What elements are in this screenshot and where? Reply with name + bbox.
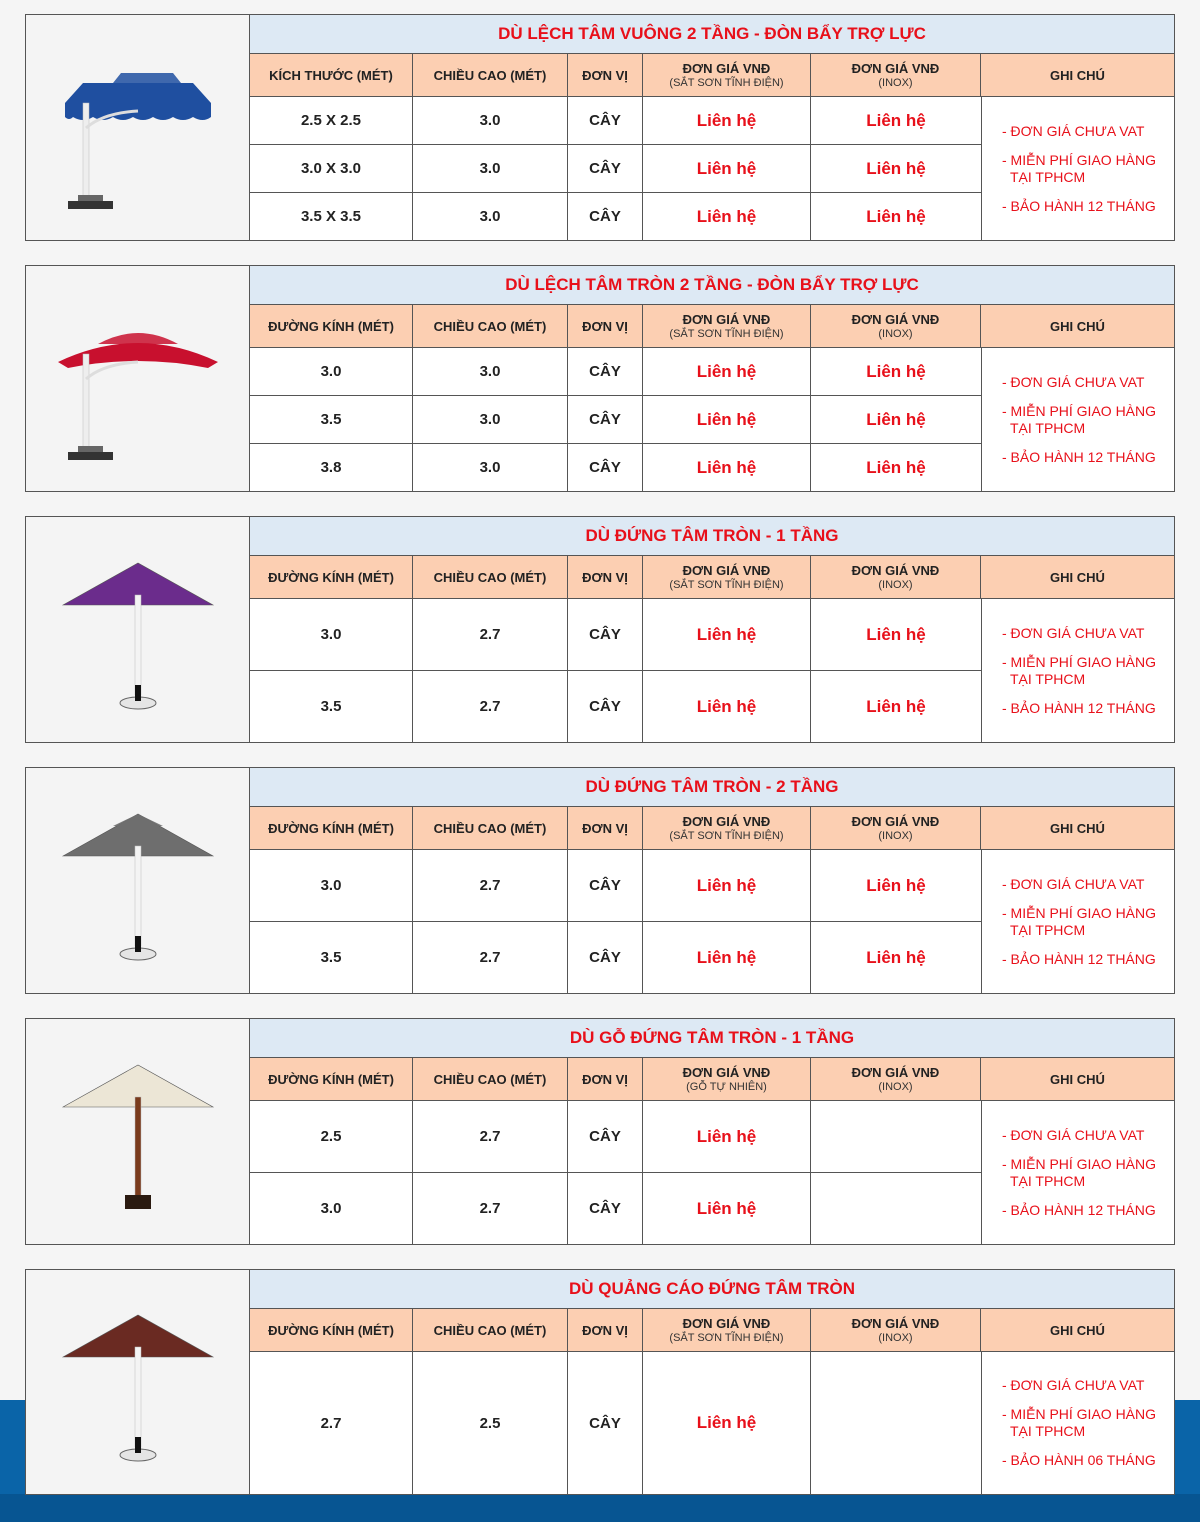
column-header [250, 305, 413, 347]
price-cell: Liên hệ [866, 206, 926, 226]
price-cell [811, 1352, 981, 1494]
product-title: DÙ GỖ ĐỨNG TÂM TRÒN - 1 TẦNG [250, 1019, 1174, 1058]
note-item [1002, 951, 1174, 968]
column-header [413, 305, 568, 347]
column-header-label: GHI CHÚ [1050, 1071, 1105, 1087]
column-header-sublabel: (GỖ TỰ NHIÊN) [686, 1081, 767, 1093]
column-header-label: GHI CHÚ [1050, 569, 1105, 585]
column-header [981, 556, 1174, 598]
price-cell: Liên hệ [643, 145, 811, 192]
column-header [643, 54, 811, 96]
product-title: DÙ ĐỨNG TÂM TRÒN - 1 TẦNG [250, 517, 1174, 556]
note-line: - MIỄN PHÍ GIAO HÀNG [1002, 151, 1157, 168]
product-image [26, 768, 250, 993]
column-header-label: ĐƠN GIÁ VNĐ [851, 814, 940, 829]
note-item [1002, 1127, 1174, 1144]
note-line: - BẢO HÀNH 12 THÁNG [1002, 197, 1156, 214]
table-cell: CÂY [568, 922, 643, 993]
price-cell: Liên hệ [643, 671, 811, 742]
column-header-label: ĐƠN VỊ [582, 820, 628, 836]
column-header-label: ĐƠN VỊ [582, 1071, 628, 1087]
note-line: - ĐƠN GIÁ CHƯA VAT [1002, 122, 1145, 139]
table-row [250, 1352, 981, 1494]
note-line: - ĐƠN GIÁ CHƯA VAT [1002, 875, 1145, 892]
table-cell: 3.5 [250, 671, 413, 742]
price-cell: Liên hệ [866, 696, 926, 716]
table-row [250, 348, 981, 396]
column-header [981, 305, 1174, 347]
column-header [811, 305, 981, 347]
column-header-sublabel: (INOX) [878, 328, 913, 340]
column-header [250, 556, 413, 598]
column-header [568, 556, 643, 598]
note-line: - MIỄN PHÍ GIAO HÀNG [1002, 1155, 1157, 1172]
table-cell: 3.0 [413, 444, 568, 491]
column-header-label: ĐƯỜNG KÍNH (MÉT) [268, 1322, 394, 1338]
note-item [1002, 1156, 1174, 1190]
column-header-label: ĐƯỜNG KÍNH (MÉT) [268, 318, 394, 334]
column-header-label: ĐƠN GIÁ VNĐ [682, 61, 771, 76]
column-header-label: CHIỀU CAO (MÉT) [433, 820, 547, 836]
note-line: - MIỄN PHÍ GIAO HÀNG [1002, 402, 1157, 419]
table-row [250, 599, 981, 671]
price-cell: Liên hệ [643, 1173, 811, 1244]
table-cell: 2.7 [413, 671, 568, 742]
note-line: - ĐƠN GIÁ CHƯA VAT [1002, 373, 1145, 390]
notes-cell [982, 1101, 1174, 1244]
table-cell: CÂY [568, 145, 643, 192]
note-item [1002, 152, 1174, 186]
table-cell: 3.5 [250, 922, 413, 993]
column-header [981, 54, 1174, 96]
note-line: - MIỄN PHÍ GIAO HÀNG [1002, 653, 1157, 670]
column-header [981, 807, 1174, 849]
column-header-sublabel: (SẮT SƠN TĨNH ĐIỆN) [669, 328, 784, 340]
column-header-label: ĐƠN VỊ [582, 1322, 628, 1338]
product-block [25, 1269, 1175, 1495]
column-header [568, 807, 643, 849]
table-header-row [250, 807, 1174, 850]
note-item [1002, 449, 1174, 466]
price-cell: Liên hệ [643, 444, 811, 491]
table-cell: CÂY [568, 850, 643, 921]
column-header-label: ĐƠN GIÁ VNĐ [682, 814, 771, 829]
product-block [25, 516, 1175, 743]
table-header-row [250, 1058, 1174, 1101]
note-item [1002, 876, 1174, 893]
column-header [811, 807, 981, 849]
column-header-label: ĐƠN GIÁ VNĐ [851, 1065, 940, 1080]
product-title: DÙ ĐỨNG TÂM TRÒN - 2 TẦNG [250, 768, 1174, 807]
price-table [250, 517, 1174, 742]
notes-cell [982, 1352, 1174, 1494]
table-cell: CÂY [568, 1352, 643, 1494]
price-cell: Liên hệ [643, 850, 811, 921]
notes-cell [982, 850, 1174, 993]
table-cell: CÂY [568, 1173, 643, 1244]
table-row [250, 97, 981, 145]
table-cell: 2.5 [250, 1101, 413, 1172]
note-line: TẠI TPHCM [1010, 1423, 1086, 1439]
column-header [250, 1309, 413, 1351]
product-title: DÙ QUẢNG CÁO ĐỨNG TÂM TRÒN [250, 1270, 1174, 1309]
column-header-label: CHIỀU CAO (MÉT) [433, 1071, 547, 1087]
column-header [981, 1058, 1174, 1100]
price-cell: Liên hệ [866, 457, 926, 477]
table-cell: 3.5 [250, 396, 413, 443]
column-header-label: ĐƠN GIÁ VNĐ [851, 1316, 940, 1331]
table-cell: CÂY [568, 348, 643, 395]
note-line: - ĐƠN GIÁ CHƯA VAT [1002, 624, 1145, 641]
column-header-label: GHI CHÚ [1050, 820, 1105, 836]
table-row [250, 1173, 981, 1244]
column-header [568, 305, 643, 347]
column-header-label: ĐƯỜNG KÍNH (MÉT) [268, 820, 394, 836]
product-image [26, 1270, 250, 1494]
table-cell: CÂY [568, 444, 643, 491]
column-header [981, 1309, 1174, 1351]
column-header-label: KÍCH THƯỚC (MÉT) [269, 67, 393, 83]
umbrella-image [43, 284, 233, 474]
column-header [250, 54, 413, 96]
note-item [1002, 374, 1174, 391]
column-header-label: ĐƠN GIÁ VNĐ [682, 1065, 771, 1080]
column-header-sublabel: (INOX) [878, 77, 913, 89]
note-line: TẠI TPHCM [1010, 419, 1086, 436]
column-header [568, 54, 643, 96]
column-header-label: ĐƠN GIÁ VNĐ [682, 312, 771, 327]
column-header-label: ĐƠN VỊ [582, 67, 628, 83]
table-header-row [250, 1309, 1174, 1352]
column-header-sublabel: (INOX) [878, 1332, 913, 1344]
column-header [643, 305, 811, 347]
column-header-sublabel: (INOX) [878, 1081, 913, 1093]
table-cell: 3.5 X 3.5 [250, 193, 413, 240]
note-item [1002, 1452, 1174, 1469]
umbrella-image [43, 1287, 233, 1477]
column-header [568, 1309, 643, 1351]
note-item [1002, 905, 1174, 939]
table-cell: CÂY [568, 1101, 643, 1172]
price-cell: Liên hệ [866, 158, 926, 178]
note-line: TẠI TPHCM [1010, 670, 1086, 687]
table-row [250, 671, 981, 742]
note-line: - BẢO HÀNH 12 THÁNG [1002, 448, 1156, 465]
note-line: TẠI TPHCM [1010, 168, 1086, 185]
column-header [250, 807, 413, 849]
column-header-sublabel: (SẮT SƠN TĨNH ĐIỆN) [669, 1332, 784, 1344]
table-cell: 2.7 [250, 1352, 413, 1494]
note-line: TẠI TPHCM [1010, 921, 1086, 938]
column-header-sublabel: (SẮT SƠN TĨNH ĐIỆN) [669, 579, 784, 591]
table-cell: 3.0 [413, 193, 568, 240]
column-header-label: CHIỀU CAO (MÉT) [433, 569, 547, 585]
umbrella-image [43, 33, 233, 223]
column-header [643, 807, 811, 849]
table-cell: 2.7 [413, 850, 568, 921]
product-image [26, 266, 250, 491]
note-line: - BẢO HÀNH 12 THÁNG [1002, 699, 1156, 716]
product-image [26, 15, 250, 240]
table-cell: 2.7 [413, 599, 568, 670]
price-table [250, 1270, 1174, 1494]
price-cell: Liên hệ [866, 947, 926, 967]
note-item [1002, 1202, 1174, 1219]
table-row [250, 396, 981, 444]
notes-cell [982, 348, 1174, 491]
column-header-sublabel: (SẮT SƠN TĨNH ĐIỆN) [669, 830, 784, 842]
column-header [250, 1058, 413, 1100]
column-header-sublabel: (INOX) [878, 579, 913, 591]
notes-cell [982, 599, 1174, 742]
table-cell: 3.0 [413, 348, 568, 395]
table-header-row [250, 556, 1174, 599]
price-cell: Liên hệ [643, 348, 811, 395]
column-header [413, 1309, 568, 1351]
table-cell: CÂY [568, 97, 643, 144]
note-item [1002, 1377, 1174, 1394]
product-block [25, 265, 1175, 492]
column-header-label: GHI CHÚ [1050, 1322, 1105, 1338]
note-item [1002, 123, 1174, 140]
table-cell: 3.0 [250, 348, 413, 395]
table-cell: CÂY [568, 599, 643, 670]
table-row [250, 193, 981, 240]
column-header-label: ĐƠN GIÁ VNĐ [682, 1316, 771, 1331]
table-cell: 3.0 [413, 97, 568, 144]
umbrella-image [43, 786, 233, 976]
product-title: DÙ LỆCH TÂM TRÒN 2 TẦNG - ĐÒN BẨY TRỢ LỰC [250, 266, 1174, 305]
table-cell: CÂY [568, 671, 643, 742]
table-row [250, 1101, 981, 1173]
note-line: - BẢO HÀNH 12 THÁNG [1002, 950, 1156, 967]
price-cell: Liên hệ [643, 599, 811, 670]
product-image [26, 517, 250, 742]
table-header-row [250, 54, 1174, 97]
product-block [25, 14, 1175, 241]
column-header-label: CHIỀU CAO (MÉT) [433, 318, 547, 334]
price-cell: Liên hệ [643, 396, 811, 443]
column-header [643, 1058, 811, 1100]
price-cell: Liên hệ [643, 922, 811, 993]
price-cell: Liên hệ [643, 1352, 811, 1494]
note-item [1002, 1406, 1174, 1440]
column-header-label: ĐƠN GIÁ VNĐ [682, 563, 771, 578]
table-cell: 2.5 X 2.5 [250, 97, 413, 144]
note-item [1002, 700, 1174, 717]
table-cell: 2.7 [413, 1101, 568, 1172]
price-table [250, 768, 1174, 993]
notes-cell [982, 97, 1174, 240]
price-cell: Liên hệ [643, 193, 811, 240]
column-header-label: CHIỀU CAO (MÉT) [433, 1322, 547, 1338]
table-cell: CÂY [568, 193, 643, 240]
column-header [413, 1058, 568, 1100]
price-cell: Liên hệ [643, 97, 811, 144]
column-header-sublabel: (INOX) [878, 830, 913, 842]
note-line: - MIỄN PHÍ GIAO HÀNG [1002, 1406, 1157, 1422]
note-line: - ĐƠN GIÁ CHƯA VAT [1002, 1377, 1145, 1393]
product-block [25, 767, 1175, 994]
column-header [568, 1058, 643, 1100]
column-header [811, 1309, 981, 1351]
table-cell: 2.7 [413, 1173, 568, 1244]
price-cell [811, 1101, 981, 1172]
table-cell: CÂY [568, 396, 643, 443]
price-cell: Liên hệ [866, 624, 926, 644]
price-cell [811, 1173, 981, 1244]
table-cell: 3.0 [250, 850, 413, 921]
column-header-sublabel: (SẮT SƠN TĨNH ĐIỆN) [669, 77, 784, 89]
note-line: - MIỄN PHÍ GIAO HÀNG [1002, 904, 1157, 921]
product-title: DÙ LỆCH TÂM VUÔNG 2 TẦNG - ĐÒN BẨY TRỢ LỰC [250, 15, 1174, 54]
column-header-label: GHI CHÚ [1050, 67, 1105, 83]
column-header [811, 54, 981, 96]
umbrella-image [43, 1037, 233, 1227]
price-cell: Liên hệ [866, 361, 926, 381]
table-row [250, 145, 981, 193]
table-cell: 3.0 X 3.0 [250, 145, 413, 192]
table-row [250, 850, 981, 922]
column-header-label: ĐƯỜNG KÍNH (MÉT) [268, 1071, 394, 1087]
column-header-label: GHI CHÚ [1050, 318, 1105, 334]
table-cell: 2.5 [413, 1352, 568, 1494]
note-line: - BẢO HÀNH 12 THÁNG [1002, 1201, 1156, 1218]
product-block [25, 1018, 1175, 1245]
price-cell: Liên hệ [866, 875, 926, 895]
table-cell: 3.8 [250, 444, 413, 491]
note-line: TẠI TPHCM [1010, 1172, 1086, 1189]
column-header-label: ĐƯỜNG KÍNH (MÉT) [268, 569, 394, 585]
column-header [643, 556, 811, 598]
price-cell: Liên hệ [866, 110, 926, 130]
table-cell: 3.0 [413, 396, 568, 443]
table-row [250, 922, 981, 993]
column-header-label: CHIỀU CAO (MÉT) [433, 67, 547, 83]
column-header [643, 1309, 811, 1351]
note-line: - ĐƠN GIÁ CHƯA VAT [1002, 1126, 1145, 1143]
price-table [250, 266, 1174, 491]
column-header-label: ĐƠN VỊ [582, 569, 628, 585]
column-header-label: ĐƠN GIÁ VNĐ [851, 61, 940, 76]
product-image [26, 1019, 250, 1244]
column-header [413, 807, 568, 849]
note-item [1002, 625, 1174, 642]
table-cell: 3.0 [250, 1173, 413, 1244]
table-cell: 2.7 [413, 922, 568, 993]
price-cell: Liên hệ [866, 409, 926, 429]
note-line: - BẢO HÀNH 06 THÁNG [1002, 1452, 1156, 1468]
column-header-label: ĐƠN GIÁ VNĐ [851, 563, 940, 578]
table-cell: 3.0 [250, 599, 413, 670]
umbrella-image [43, 535, 233, 725]
note-item [1002, 198, 1174, 215]
column-header-label: ĐƠN GIÁ VNĐ [851, 312, 940, 327]
column-header [413, 54, 568, 96]
table-row [250, 444, 981, 491]
column-header [811, 556, 981, 598]
column-header-label: ĐƠN VỊ [582, 318, 628, 334]
price-table [250, 1019, 1174, 1244]
price-cell: Liên hệ [643, 1101, 811, 1172]
table-header-row [250, 305, 1174, 348]
product-price-tables [25, 14, 1175, 1519]
price-table [250, 15, 1174, 240]
note-item [1002, 403, 1174, 437]
column-header [811, 1058, 981, 1100]
table-cell: 3.0 [413, 145, 568, 192]
column-header [413, 556, 568, 598]
note-item [1002, 654, 1174, 688]
